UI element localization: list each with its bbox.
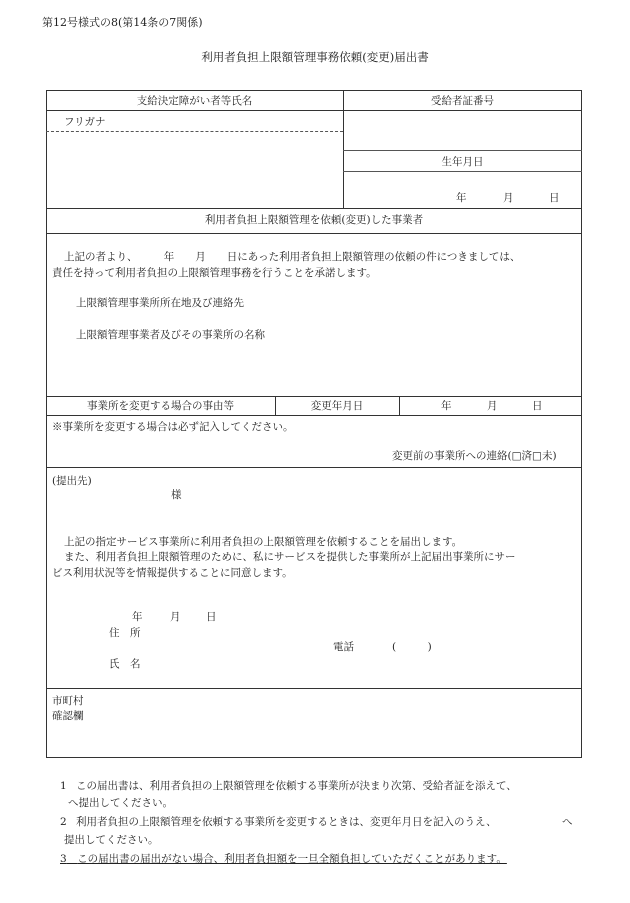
submission-month-unit: 月 (170, 611, 181, 623)
change-month-unit: 月 (487, 400, 498, 412)
furigana-field[interactable] (110, 112, 340, 128)
form-number-label: 第12号様式の8(第14条の7関係) (42, 16, 203, 29)
previous-provider-contact: 変更前の事業所への連絡(□済□未) (392, 450, 557, 462)
row-divider (46, 415, 582, 416)
row-divider (343, 171, 582, 172)
municipality-label-line2: 確認欄 (52, 710, 84, 722)
honorific-sama: 様 (171, 489, 182, 501)
note-1-line2: へ提出してください。 (68, 797, 173, 809)
row-divider (46, 233, 582, 234)
section-divider (46, 467, 582, 468)
change-day-unit: 日 (532, 400, 543, 412)
note-2-line1-suffix: へ (562, 816, 573, 828)
row-divider (46, 396, 582, 397)
furigana-label: フリガナ (64, 116, 106, 128)
row-divider (46, 110, 582, 111)
date-of-birth-header: 生年月日 (441, 156, 484, 168)
consent-text-line1: 上記の者より、 年 月 日にあった利用者負担上限額管理の依頼の件につきましては、 (64, 251, 521, 263)
column-divider (399, 396, 400, 415)
dob-month-unit: 月 (503, 192, 514, 204)
applicant-address-label: 住 所 (109, 627, 141, 639)
note-3: 3 この届出書の届出がない場合、利用者負担額を一旦全額負担していただくことがあります。 (60, 853, 507, 865)
note-2-number: 2 (60, 816, 67, 828)
submission-body-line1: 上記の指定サービス事業所に利用者負担の上限額管理を依頼することを届出します。 (64, 536, 463, 548)
municipality-label-line1: 市町村 (52, 695, 84, 707)
applicant-name-label: 氏 名 (109, 658, 141, 670)
change-year-unit: 年 (441, 400, 452, 412)
contacted-checkbox[interactable]: □ (511, 450, 522, 462)
submission-body-line2: また、利用者負担上限額管理のために、私にサービスを提供した事業所が上記届出事業所にサー (64, 551, 516, 563)
dob-year-unit: 年 (456, 192, 467, 204)
change-note: ※事業所を変更する場合は必ず記入してください。 (52, 421, 294, 433)
phone-paren: ( ) (392, 641, 432, 653)
provider-address-label: 上限額管理事業所所在地及び連絡先 (76, 297, 244, 309)
section-divider (46, 208, 582, 209)
recipient-name-field[interactable] (50, 134, 340, 204)
change-date-label: 変更年月日 (310, 400, 364, 412)
row-divider (343, 150, 582, 151)
note-1-number: 1 (60, 780, 67, 792)
note-2-line2: 提出してください。 (64, 834, 159, 846)
submission-day-unit: 日 (206, 611, 217, 623)
provider-section-header: 利用者負担上限額管理を依頼(変更)した事業者 (204, 214, 424, 226)
section-divider (46, 688, 582, 689)
furigana-divider (46, 131, 343, 132)
note-1-line1: この届出書は、利用者負担の上限額管理を依頼する事業所が決まり次第、受給者証を添えて、 (76, 780, 517, 792)
column-divider (343, 90, 344, 208)
certificate-number-field[interactable] (346, 113, 579, 147)
submit-to-label: (提出先) (52, 475, 92, 487)
dob-day-unit: 日 (549, 192, 560, 204)
recipient-name-header: 支給決定障がい者等氏名 (136, 95, 253, 107)
certificate-number-header: 受給者証番号 (431, 95, 494, 107)
page-title: 利用者負担上限額管理事務依頼(変更)届出書 (201, 50, 429, 64)
phone-label: 電話 (333, 641, 354, 653)
submission-body-line3: ビス利用状況等を情報提供することに同意します。 (52, 567, 293, 579)
submission-year-unit: 年 (132, 611, 143, 623)
note-2-line1: 利用者負担の上限額管理を依頼する事業所を変更するときは、変更年月日を記入のうえ、 (76, 816, 497, 828)
provider-name-label: 上限額管理事業者及びその事業所の名称 (76, 329, 265, 341)
change-reason-label: 事業所を変更する場合の事由等 (87, 400, 234, 412)
not-contacted-checkbox[interactable]: □ (532, 450, 542, 462)
consent-text-line2: 責任を持って利用者負担の上限額管理事務を行うことを承諾します。 (52, 267, 377, 279)
